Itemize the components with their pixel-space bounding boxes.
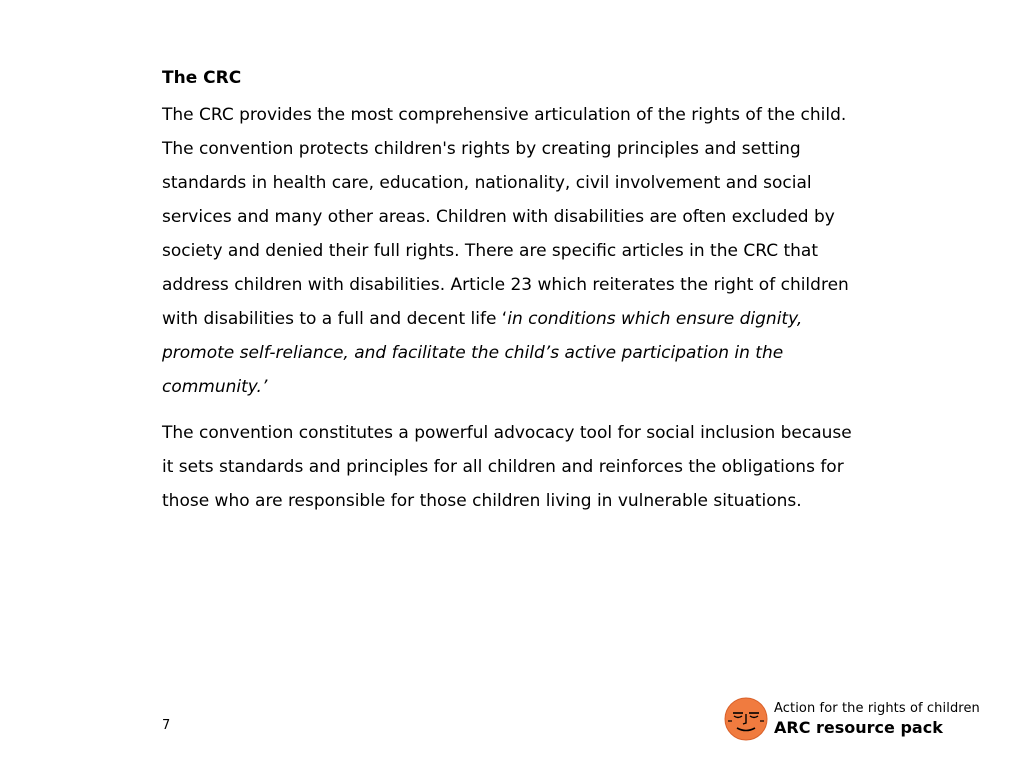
paragraph-crc-overview — [162, 98, 982, 404]
section-heading: The CRC — [162, 68, 242, 88]
text-line: society and denied their full rights. There are specific articles in the CRC that — [162, 241, 818, 261]
text-line: those who are responsible for those children living in vulnerable situations. — [162, 491, 802, 511]
paragraph-advocacy — [162, 416, 982, 518]
text-line — [162, 370, 982, 404]
text-line: it sets standards and principles for all children and reinforces the obligations for — [162, 457, 844, 477]
text-line — [162, 302, 982, 336]
quote-italic: community — [162, 377, 257, 397]
text-line: address children with disabilities. Article 23 which reiterates the right of children — [162, 275, 849, 295]
arc-face-logo-icon — [724, 697, 768, 741]
logo-title: ARC resource pack — [774, 717, 943, 737]
quote-italic: in conditions which ensure dignity, — [507, 309, 803, 329]
quote-end: .’ — [256, 377, 268, 397]
arc-logo — [724, 696, 980, 742]
text-line: services and many other areas. Children with disabilities are often excluded by — [162, 207, 835, 227]
text-line: The CRC provides the most comprehensive articulation of the rights of the child. — [162, 105, 847, 125]
logo-tagline: Action for the rights of children — [774, 700, 980, 716]
text-line: The convention constitutes a powerful advocacy tool for social inclusion because — [162, 423, 852, 443]
document-body — [162, 66, 982, 530]
text-line — [162, 336, 982, 370]
logo-text — [774, 700, 980, 739]
text-plain: with disabilities to a full and decent life ‘ — [162, 309, 508, 329]
page-number: 7 — [162, 718, 171, 733]
text-line: standards in health care, education, nationality, civil involvement and social — [162, 173, 812, 193]
quote-italic: promote self-reliance, and facilitate the child’s active participation in the — [162, 343, 784, 363]
text-line: The convention protects children's rights by creating principles and setting — [162, 139, 801, 159]
